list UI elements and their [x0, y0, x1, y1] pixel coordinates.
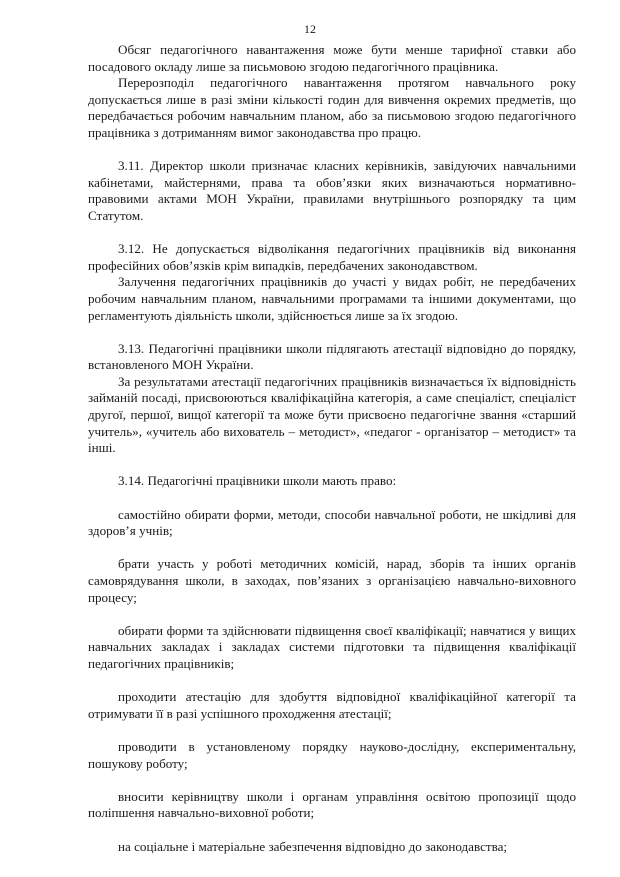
page-number: 12 [304, 22, 316, 36]
list-item: вносити керівництву школи і органам управління освітою пропозиції щодо поліпшення навчально-виховної роботи; [88, 788, 576, 821]
list-item: проходити атестацію для здобуття відповідної кваліфікаційної категорії та отримувати її в разі успішного проходження атестації; [88, 689, 576, 721]
paragraph: 3.13. Педагогічні працівники школи підлягають атестації відповідно до порядку, встановленого МОН України. [88, 340, 576, 373]
list-item: самостійно обирати форми, методи, способи навчальної роботи, не шкідливі для здоров’я учнів; [88, 506, 576, 539]
paragraph: 3.12. Не допускається відволікання педагогічних працівників від виконання професійних обов’язків крім випадків, передбачених законодавством. [88, 241, 576, 273]
paragraph: Перерозподіл педагогічного навантаження протягом навчального року допускається лише в разі зміни кількості годин для вивчення окремих предметів, що передбачається робочим навчальним планом, або за письмовою згодою педагогічного працівника з дотриманням вимог законодавства про працю. [88, 75, 576, 140]
paragraph: Обсяг педагогічного навантаження може бути менше тарифної ставки або посадового окладу лише за письмовою згодою педагогічного працівника. [88, 42, 576, 74]
list-item: проводити в установленому порядку науково-дослідну, експериментальну, пошукову роботу; [88, 738, 576, 771]
paragraph: За результатами атестації педагогічних працівників визначається їх відповідність займаній посаді, присвоюються кваліфікаційна категорія, а саме спеціаліст, спеціаліст другої, першої, вищої категорії та може бути присвоєно педагогічне звання «старший учитель», «учитель або вихователь – методист», «педагог - організатор – методист» та інші. [88, 373, 576, 456]
paragraph: 3.11. Директор школи призначає класних керівників, завідуючих навчальними кабінетами, майстернями, права та обов’язки яких визначаються нормативно-правовими актами МОН України, правилами внутрішнього розпорядку та цим Статутом. [88, 158, 576, 223]
list-item: брати участь у роботі методичних комісій, нарад, зборів та інших органів самоврядування школи, в заходах, пов’язаних з організацією навчально-виховного процесу; [88, 556, 576, 605]
paragraph: 3.14. Педагогічні працівники школи мають право: [118, 473, 397, 489]
list-item: на соціальне і матеріальне забезпечення відповідно до законодавства; [118, 838, 508, 854]
paragraph: Залучення педагогічних працівників до участі у видах робіт, не передбачених робочим навчальним планом, навчальними програмами та іншими документами, що регламентують діяльність школи, здійснюється лише за їх згодою. [88, 274, 576, 323]
list-item: обирати форми та здійснювати підвищення своєї кваліфікації; навчатися у вищих навчальних закладах і закладах системи підготовки та підвищення кваліфікації педагогічних працівників; [88, 622, 576, 671]
document-body [88, 42, 576, 855]
